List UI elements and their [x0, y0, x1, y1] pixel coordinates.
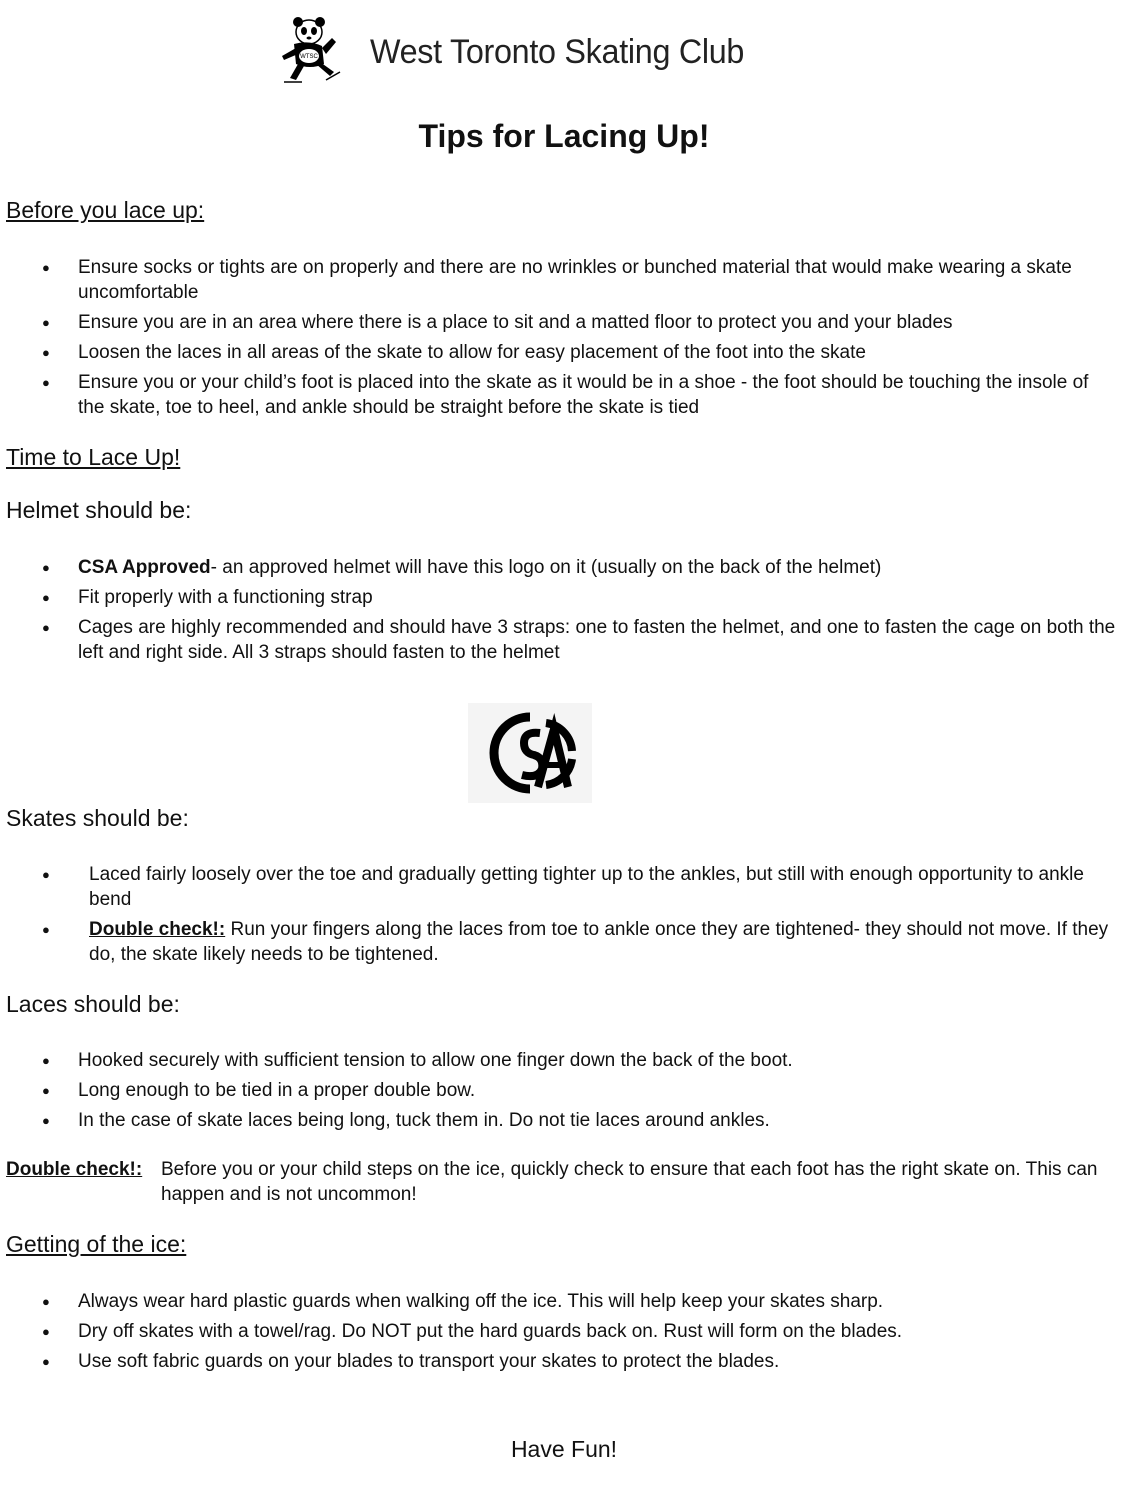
double-check-label: Double check!: [89, 919, 226, 940]
csa-approved-text: - an approved helmet will have this logo on it (usually on the back of the helmet) [210, 557, 882, 578]
list-item: ● Ensure you or your child’s foot is placed into the skate as it would be in a shoe - the foot should be touching the insole of the skate, toe to heel, and ankle should be straight before the skate is tied [0, 370, 1120, 420]
double-check-text: Run your fingers along the laces from toe to ankle once they are tightened- they should not move. If they do, the skate likely needs to be tightened. [89, 919, 1109, 965]
csa-approved-label: CSA Approved [78, 557, 211, 578]
list-item: ● Laced fairly loosely over the toe and gradually getting tighter up to the ankles, but still with enough opportunity to ankle bend [0, 862, 1120, 912]
list-item [0, 917, 1120, 967]
skates-list [0, 862, 1120, 972]
time-heading: Time to Lace Up! [6, 444, 181, 470]
list-item: ● Ensure you are in an area where there is a place to sit and a matted floor to protect you and your blades [0, 310, 1120, 335]
list-item: ● Long enough to be tied in a proper double bow. [0, 1078, 1120, 1103]
getting-off-list [0, 1289, 1120, 1379]
list-item: ● Loosen the laces in all areas of the skate to allow for easy placement of the foot into the skate [0, 340, 1120, 365]
before-heading: Before you lace up: [6, 197, 205, 223]
list-item [0, 555, 1120, 580]
laces-heading: Laces should be: [6, 991, 180, 1017]
double-check-note [6, 1157, 1124, 1207]
laces-list [0, 1048, 1120, 1138]
note-label: Double check!: [6, 1159, 143, 1180]
note-text: Before you or your child steps on the ice, quickly check to ensure that each foot has the right skate on. This can happen and is not uncommon! [161, 1159, 1098, 1205]
before-list [0, 255, 1120, 425]
helmet-list [0, 555, 1120, 670]
list-item: ● Use soft fabric guards on your blades to transport your skates to protect the blades. [0, 1349, 1120, 1374]
club-header [272, 16, 764, 88]
list-item: ● Ensure socks or tights are on properly and there are no wrinkles or bunched material that would make wearing a skate uncomfortable [0, 255, 1120, 305]
list-item: ● Hooked securely with sufficient tension to allow one finger down the back of the boot. [0, 1048, 1120, 1073]
list-item: ● In the case of skate laces being long, tuck them in. Do not tie laces around ankles. [0, 1108, 1120, 1133]
csa-logo-icon [468, 703, 592, 803]
list-item: ● Always wear hard plastic guards when walking off the ice. This will help keep your skates sharp. [0, 1289, 1120, 1314]
getting-off-heading: Getting of the ice: [6, 1231, 187, 1257]
list-item: ● Dry off skates with a towel/rag. Do NOT put the hard guards back on. Rust will form on the blades. [0, 1319, 1120, 1344]
skates-heading: Skates should be: [6, 805, 189, 831]
panda-skater-logo-icon [272, 16, 344, 88]
list-item: ● Fit properly with a functioning strap [0, 585, 1120, 610]
list-item: ● Cages are highly recommended and should have 3 straps: one to fasten the helmet, and one to fasten the cage on both the left and right side. All 3 straps should fasten to the helmet [0, 615, 1120, 665]
have-fun-footer: Have Fun! [510, 1436, 618, 1462]
helmet-heading: Helmet should be: [6, 497, 192, 523]
club-name: West Toronto Skating Club [370, 32, 745, 71]
page-title: Tips for Lacing Up! [418, 118, 710, 154]
logo-text: WTSC [300, 54, 318, 60]
